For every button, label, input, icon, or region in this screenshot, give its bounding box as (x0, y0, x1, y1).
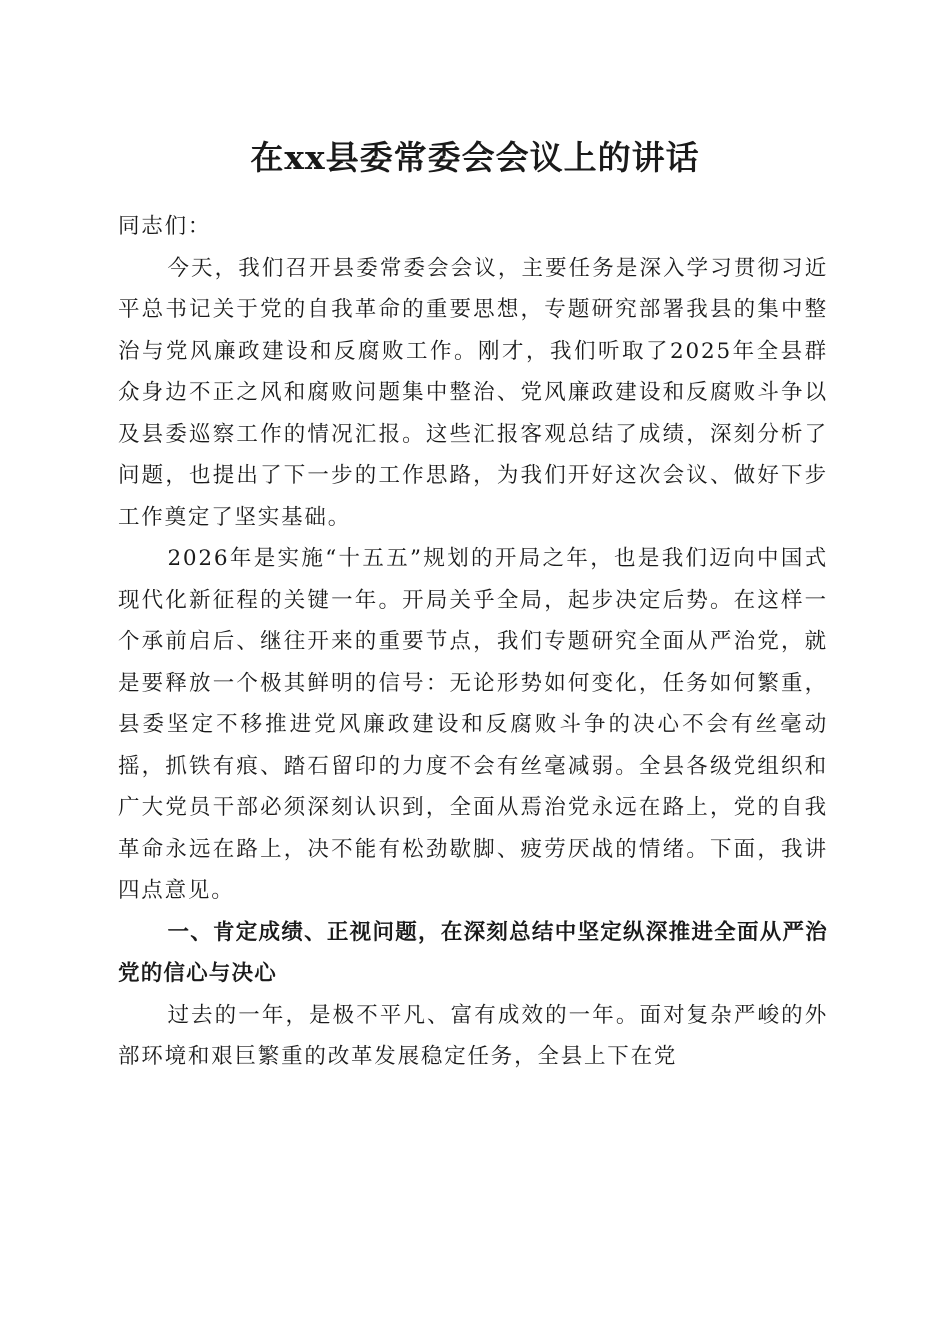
document-body (118, 206, 828, 1078)
paragraph-context: 2026年是实施“十五五”规划的开局之年，也是我们迈向中国式现代化新征程的关键一年。开局关乎全局，起步决定后势。在这样一个承前启后、继往开来的重要节点，我们专题研究全面从严治党，就是要释放一个极其鲜明的信号：无论形势如何变化，任务如何繁重，县委坚定不移推进党风廉政建设和反腐败斗争的决心不会有丝毫动摇，抓铁有痕、踏石留印的力度不会有丝毫减弱。全县各级党组织和广大党员干部必须深刻认识到，全面从焉治党永远在路上，党的自我革命永远在路上，决不能有松劲歇脚、疲劳厌战的情绪。下面，我讲四点意见。 (118, 546, 828, 903)
paragraph-opening: 今天，我们召开县委常委会会议，主要任务是深入学习贯彻习近平总书记关于党的自我革命的重要思想，专题研究部署我县的集中整治与党风廉政建设和反腐败工作。刚才，我们听取了2025年全县群众身边不正之风和腐败问题集中整治、党风廉政建设和反腐败斗争以及县委巡察工作的情况汇报。这些汇报客观总结了成绩，深刻分析了问题，也提出了下一步的工作思路，为我们开好这次会议、做好下步工作奠定了坚实基础。 (118, 255, 828, 530)
salutation: 同志们： (118, 214, 212, 239)
section-heading-1: 一、肯定成绩、正视问题，在深刻总结中坚定纵深推进全面从严治党的信心与决心 (118, 919, 828, 986)
document-title: 在xx县委常委会会议上的讲话 (250, 138, 700, 177)
paragraph-review: 过去的一年，是极不平凡、富有成效的一年。面对复杂严峻的外部环境和艰巨繁重的改革发展稳定任务，全县上下在党 (118, 1002, 828, 1069)
